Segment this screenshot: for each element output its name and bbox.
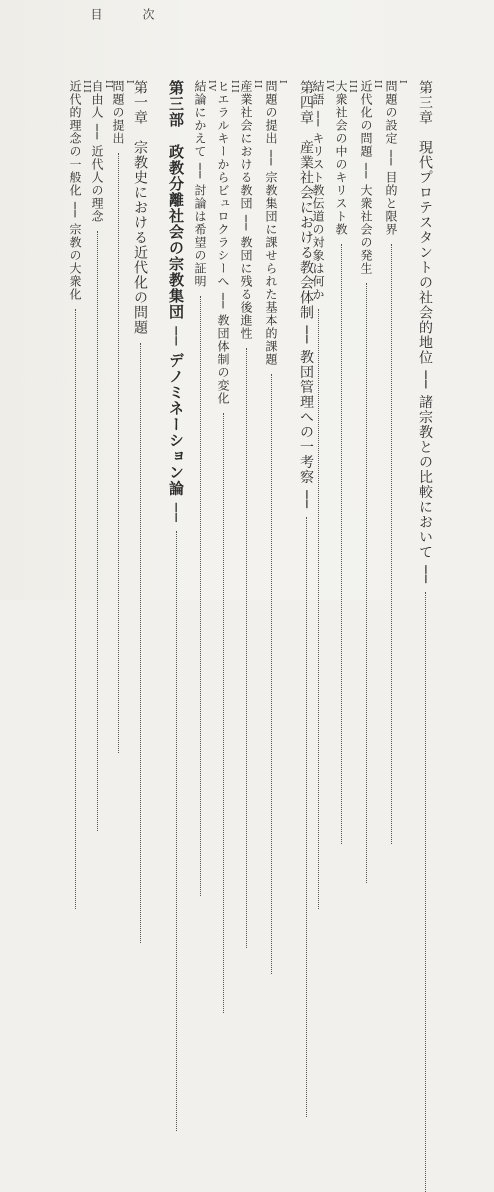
toc-entry [385, 80, 406, 600]
section-title: ヒエラルキーからビュロクラシーへ ── 教団体制の変化 [216, 80, 230, 406]
leader-dots [75, 309, 76, 909]
section-title: 結語 ── キリスト教伝道の対象は何か [311, 80, 325, 302]
toc-entry [217, 80, 238, 600]
header-char-moku: 目 [89, 8, 103, 20]
toc-entry [69, 80, 90, 600]
toc-entry [91, 80, 112, 600]
section-title: 問題の提出 ── 宗教集団に課せられた基本的課題 [264, 80, 278, 367]
section-number: II [372, 80, 382, 90]
chapter-title: 第三章 現代プロテスタントの社会的地位 ── 諸宗教との比較において ── [417, 80, 433, 585]
leader-dots [140, 343, 141, 943]
section-number: III [347, 80, 357, 94]
leader-dots [306, 517, 307, 1117]
section-number: III [229, 80, 239, 94]
section-number: I [397, 80, 407, 85]
leader-dots [341, 244, 342, 844]
leader-dots [391, 244, 392, 844]
section-title: 問題の提出 [111, 80, 125, 145]
section-title: 大衆社会の中のキリスト教 [334, 80, 348, 236]
leader-dots [425, 592, 426, 1192]
leader-dots [223, 413, 224, 1013]
toc-entry [240, 80, 261, 600]
leader-dots [271, 374, 272, 974]
section-title: 結論にかえて ── 討論は希望の証明 [193, 80, 207, 289]
toc-entry [194, 80, 215, 600]
section-title: 近代化の問題 ── 大衆社会の発生 [359, 80, 373, 276]
toc-entry [168, 80, 183, 600]
section-number: IV [324, 80, 334, 93]
section-number: II [252, 80, 262, 90]
leader-dots [118, 153, 119, 753]
toc-entry [112, 80, 133, 600]
section-title: 自由人 ── 近代人の理念 [90, 80, 104, 224]
toc-entry [265, 80, 286, 600]
toc-entry [133, 80, 147, 600]
leader-dots [176, 531, 177, 1131]
section-title: 産業社会における教団 ── 教団に残る後進性 [239, 80, 253, 341]
chapter-title: 第一章 宗教史における近代化の問題 [132, 80, 148, 335]
section-number: III [81, 80, 91, 94]
section-title: 問題の設定 ── 目的と限界 [384, 80, 398, 237]
leader-dots [97, 231, 98, 831]
toc-entry [360, 80, 381, 600]
toc-entry [418, 80, 432, 600]
section-number: II [103, 80, 113, 90]
header-char-ji: 次 [141, 8, 155, 20]
leader-dots [200, 296, 201, 896]
part-title: 第三部 政教分離社会の宗教集団 ── デノミネーション論 ── [167, 80, 185, 523]
section-number: IV [206, 80, 216, 93]
section-number: I [277, 80, 287, 85]
leader-dots [318, 309, 319, 909]
section-number: I [124, 80, 134, 85]
leader-dots [246, 348, 247, 948]
toc-entry [312, 80, 333, 600]
section-title: 近代的理念の一般化 ── 宗教の大衆化 [68, 80, 82, 302]
leader-dots [366, 283, 367, 883]
toc-entry [335, 80, 356, 600]
chapter-title: 第四章 産業社会における教会体制 ── 教団管理への一考察 ── [298, 80, 314, 510]
toc-entry [299, 80, 313, 600]
